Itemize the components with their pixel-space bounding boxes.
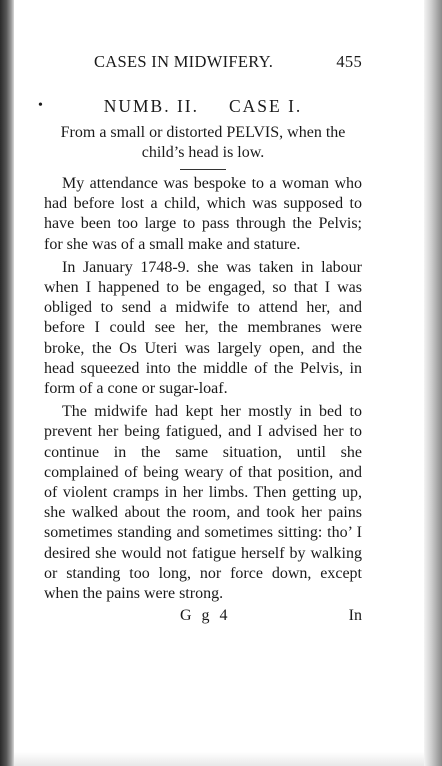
page-footer	[44, 607, 362, 629]
bottom-shadow	[14, 752, 424, 766]
divider-rule	[180, 169, 226, 170]
page-number: 455	[336, 52, 362, 71]
signature-mark: G g 4	[180, 607, 231, 625]
book-spine-shadow	[0, 0, 14, 766]
page-edge-shadow	[424, 0, 442, 766]
section-number: NUMB. II.	[103, 96, 199, 116]
paragraph-2: In January 1748-9. she was taken in labour when I happened to be engaged, so that I was obliged to send a midwife to attend her, and before I could see her, the membranes were broke, the Os Uteri was largely open, and the head squeezed into the middle of the Pelvis, in form of a cone or sugar-loaf.	[44, 258, 362, 398]
paragraph-1: My attendance was bespoke to a woman who had before lost a child, which was supposed to have been too large to pass through the Pelvis; for she was of a small make and stature.	[44, 175, 362, 253]
running-head-title: CASES IN MIDWIFERY.	[94, 52, 274, 71]
case-number: CASE I.	[228, 96, 303, 116]
ornament-dot-icon: •	[38, 98, 45, 113]
section-heading	[38, 96, 362, 117]
running-head	[44, 52, 362, 78]
paragraph-3: The midwife had kept her mostly in bed to prevent her being fatigued, and I advised her to continue in the same situation, until she complained of being weary of that position, and of violent cramps in her limbs. Then getting up, she walked about the room, and took her pains sometimes standing and sometimes sitting: tho’ I desired she would not fatigue herself by walking or standing too long, nor force down, except when the pains were strong.	[44, 403, 362, 603]
book-page	[38, 52, 362, 629]
catchword: In	[348, 607, 362, 625]
case-subtitle: From a small or distorted PELVIS, when the child’s head is low.	[60, 124, 346, 161]
